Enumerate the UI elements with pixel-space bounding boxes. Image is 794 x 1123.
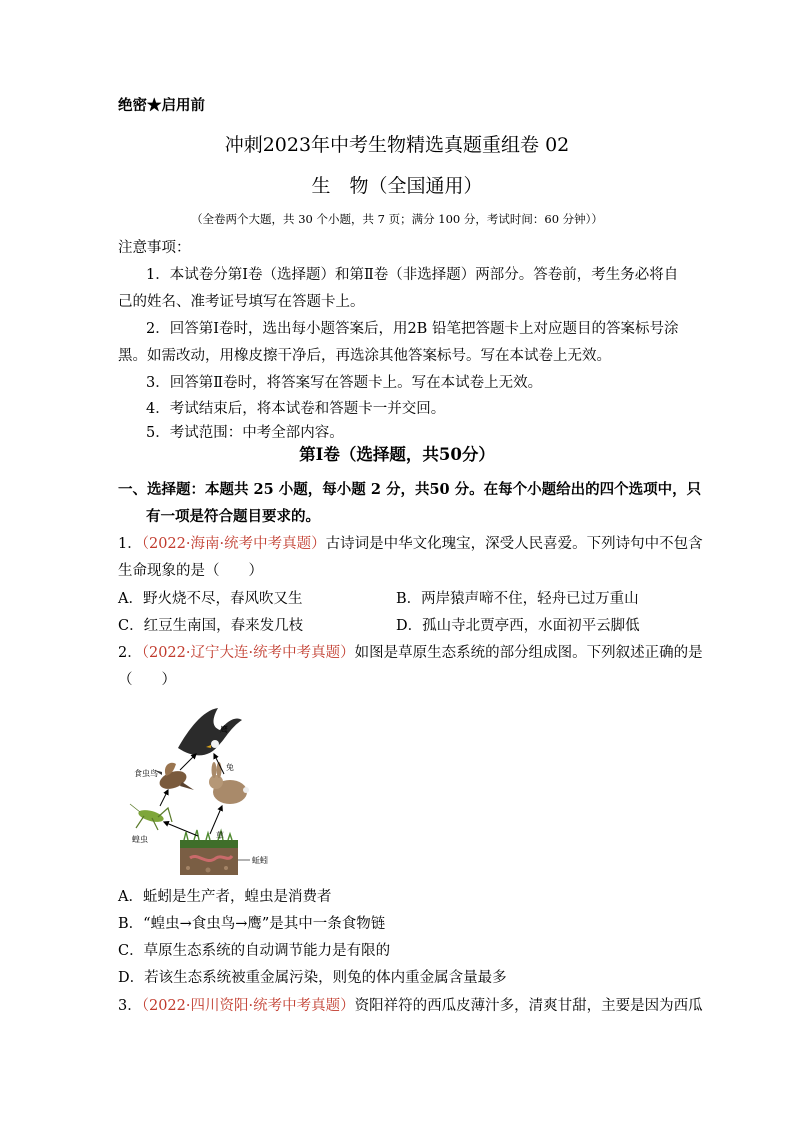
exam-subtitle: 生 物（全国通用）	[311, 175, 483, 197]
exam-title: 冲刺2023年中考生物精选真题重组卷 02	[224, 134, 570, 156]
question-text: 生命现象的是（ ）	[118, 563, 263, 579]
notice-heading: 注意事项：	[118, 240, 191, 256]
locust-image	[130, 804, 172, 830]
option-b: B．两岸猿声啼不住，轻舟已过万重山	[396, 591, 639, 607]
question-text: 资阳祥符的西瓜皮薄汁多，清爽甘甜，主要是因为西瓜	[354, 998, 703, 1014]
grass-soil-image	[180, 830, 238, 875]
question-text: 如图是草原生态系统的部分组成图。下列叙述正确的是	[354, 645, 703, 661]
option-b: B．“蝗虫→食虫鸟→鹰”是其中一条食物链	[118, 916, 386, 932]
food-web-figure	[118, 700, 308, 880]
section-intro: 一、选择题：本题共 25 小题，每小题 2 分，共50 分。在每个小题给出的四个选项中，只	[118, 481, 702, 498]
question-3	[118, 996, 703, 1016]
notice-item: 己的姓名、准考证号填写在答题卡上。	[118, 294, 365, 310]
label-bird: 食虫鸟	[134, 769, 158, 778]
section-title: 第Ⅰ卷（选择题，共50分）	[299, 445, 495, 464]
question-2	[118, 643, 703, 663]
option-c: C．红豆生南国，春来发几枝	[118, 618, 304, 634]
label-rabbit: 兔	[226, 763, 234, 772]
question-source: （2022·海南·统考中考真题）	[141, 536, 326, 552]
notice-item: 4．考试结束后，将本试卷和答题卡一并交回。	[146, 401, 446, 417]
label-earthworm: 蚯蚓	[252, 856, 268, 865]
exam-info: （全卷两个大题，共 30 个小题，共 7 页；满分 100 分，考试时间：60 分钟））	[191, 212, 603, 226]
option-c: C．草原生态系统的自动调节能力是有限的	[118, 943, 391, 959]
label-grass: 草	[216, 831, 224, 840]
secret-label: 绝密★启用前	[118, 97, 205, 114]
option-a: A．蚯蚓是生产者，蝗虫是消费者	[118, 889, 332, 905]
option-d: D．若该生态系统被重金属污染，则兔的体内重金属含量最多	[118, 970, 507, 986]
question-1	[118, 534, 703, 554]
eagle-image	[178, 708, 242, 755]
section-intro: 有一项是符合题目要求的。	[146, 508, 320, 525]
insectivorous-bird-image	[154, 763, 194, 793]
question-text: （ ）	[118, 672, 176, 688]
notice-item: 5．考试范围：中考全部内容。	[146, 425, 344, 441]
question-source: （2022·辽宁大连·统考中考真题）	[141, 645, 355, 661]
notice-item: 3．回答第Ⅱ卷时，将答案写在答题卡上。写在本试卷上无效。	[146, 375, 543, 391]
question-source: （2022·四川资阳·统考中考真题）	[141, 998, 355, 1014]
notice-item: 1．本试卷分第Ⅰ卷（选择题）和第Ⅱ卷（非选择题）两部分。答卷前，考生务必将自	[146, 267, 679, 283]
question-number: 1．	[118, 536, 142, 552]
question-number: 3．	[118, 998, 142, 1014]
notice-item: 2．回答第Ⅰ卷时，选出每小题答案后，用2B 铅笔把答题卡上对应题目的答案标号涂	[146, 321, 679, 337]
question-number: 2．	[118, 645, 142, 661]
label-locust: 蝗虫	[132, 835, 148, 844]
label-eagle: 鹰	[220, 725, 228, 734]
notice-item: 黑。如需改动，用橡皮擦干净后，再选涂其他答案标号。写在本试卷上无效。	[118, 348, 611, 364]
question-text: 古诗词是中华文化瑰宝，深受人民喜爱。下列诗句中不包含	[325, 536, 703, 552]
option-d: D．孤山寺北贾亭西，水面初平云脚低	[396, 618, 640, 634]
option-a: A．野火烧不尽，春风吹又生	[118, 591, 303, 607]
